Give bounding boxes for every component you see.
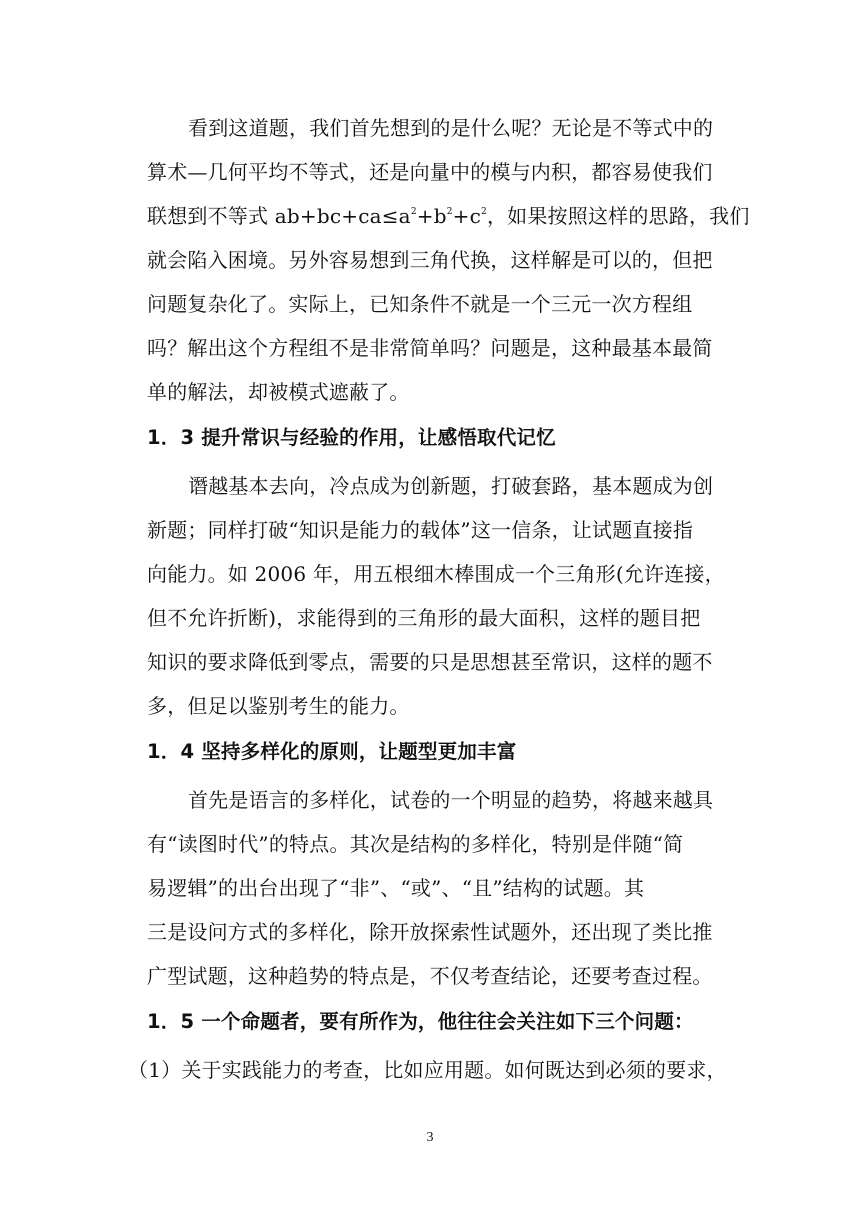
paragraph-2-line-5: 知识的要求降低到零点，需要的只是思想甚至常识，这样的题不 — [147, 650, 713, 674]
paragraph-2-line-1: 谮越基本去向，冷点成为创新题，打破套路，基本题成为创 — [188, 474, 714, 498]
paragraph-2-line-4: 但不允许折断)，求能得到的三角形的最大面积，这样的题目把 — [147, 606, 701, 630]
paragraph-3-line-3: 易逻辑”的出台出现了“非”、“或”、“且”结构的试题。其 — [147, 876, 645, 900]
line-3-pre: 联想到不等式 ab+bc+ca≤a — [147, 204, 411, 228]
paragraph-1-line-3 — [147, 204, 750, 228]
line-3-mid-1: +b — [416, 204, 447, 228]
paragraph-1-line-1: 看到这道题，我们首先想到的是什么呢？无论是不等式中的 — [188, 116, 714, 140]
paragraph-2-line-2: 新题；同样打破“知识是能力的载体”这一信条，让试题直接指 — [147, 518, 694, 542]
paragraph-3-line-4: 三是设问方式的多样化，除开放探索性试题外，还出现了类比推 — [147, 920, 713, 944]
paragraph-2-line-3: 向能力。如 2006 年，用五根细木棒围成一个三角形(允许连接， — [147, 562, 725, 586]
page-number: 3 — [426, 1130, 434, 1145]
paragraph-3-line-5: 广型试题，这种趋势的特点是，不仅考查结论，还要考查过程。 — [147, 964, 713, 988]
paragraph-2-line-6: 多，但足以鉴别考生的能力。 — [147, 694, 410, 718]
section-heading-1-4: 1．4 坚持多样化的原则，让题型更加丰富 — [147, 740, 517, 763]
line-3-post: ，如果按照这样的思路，我们 — [486, 204, 750, 228]
line-3-mid-2: +c — [452, 204, 482, 228]
section-heading-1-5: 1．5 一个命题者，要有所作为，他往往会关注如下三个问题： — [147, 1010, 694, 1033]
paragraph-1-line-2: 算术—几何平均不等式，还是向量中的模与内积，都容易使我们 — [147, 160, 713, 184]
paragraph-1-line-7: 单的解法，却被模式遮蔽了。 — [147, 380, 410, 404]
paragraph-1-line-5: 问题复杂化了。实际上，已知条件不就是一个三元一次方程组 — [147, 292, 693, 316]
section-heading-1-3: 1．3 提升常识与经验的作用，让感悟取代记忆 — [147, 426, 556, 449]
exponent-a: 2 — [410, 207, 417, 217]
paragraph-1-line-4: 就会陷入困境。另外容易想到三角代换，这样解是可以的，但把 — [147, 248, 713, 272]
exponent-c: 2 — [481, 207, 487, 217]
list-item-1: （1）关于实践能力的考查，比如应用题。如何既达到必须的要求， — [128, 1058, 727, 1082]
paragraph-3-line-2: 有“读图时代”的特点。其次是结构的多样化，特别是伴随“简 — [147, 832, 684, 856]
exponent-b: 2 — [446, 207, 453, 217]
paragraph-1-line-6: 吗？解出这个方程组不是非常简单吗？问题是，这种最基本最简 — [147, 336, 713, 360]
paragraph-3-line-1: 首先是语言的多样化，试卷的一个明显的趋势，将越来越具 — [188, 788, 714, 812]
